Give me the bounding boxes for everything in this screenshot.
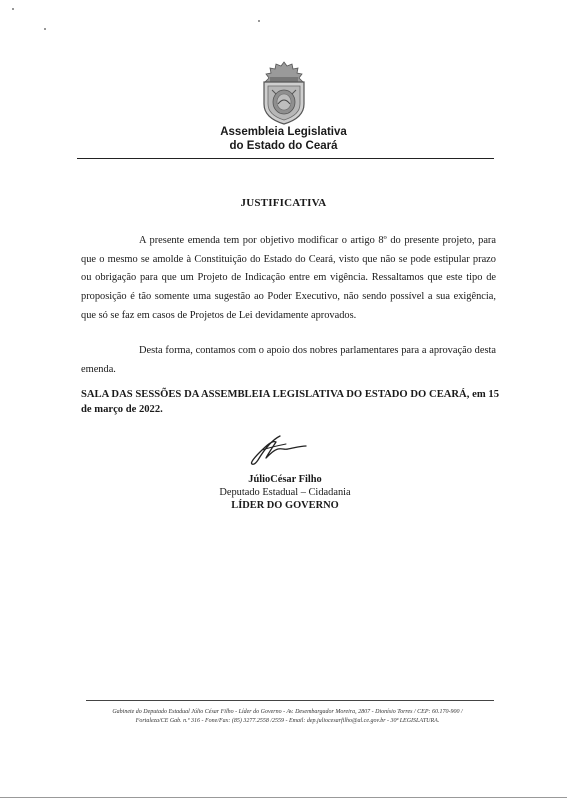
document-title: JUSTIFICATIVA — [240, 197, 327, 209]
scan-speck — [44, 28, 46, 30]
organization-name — [0, 125, 567, 153]
body-paragraph-2: Desta forma, contamos com o apoio dos nobres parlamentares para a aprovação desta emenda. — [81, 345, 496, 375]
footer-line-1: Gabinete do Deputado Estadual Júlio César Filho - Líder do Governo - Av. Desembargador Moreira, 2807 - Dionísio Torres / CEP: 60.170-900 / — [112, 709, 463, 715]
footer-divider — [86, 700, 494, 701]
signature-block — [160, 473, 410, 513]
signatory-role: Deputado Estadual – Cidadania — [219, 487, 351, 499]
scan-speck — [258, 20, 260, 22]
signatory-name: JúlioCésar Filho — [248, 474, 322, 485]
footer — [60, 708, 515, 726]
organization-name-line2: do Estado do Ceará — [229, 140, 338, 152]
handwritten-signature — [242, 430, 312, 468]
signatory-position: LÍDER DO GOVERNO — [231, 500, 339, 512]
footer-line-2: Fortaleza/CE Gab. n.º 316 - Fone/Fax: (85) 3277.2558 /2559 - Email: dep.juliocesarfilho@al.ce.gov.br - 30ª LEGISLATURA. — [135, 718, 440, 724]
organization-name-line1: Assembleia Legislativa — [220, 126, 347, 138]
scan-edge-line — [0, 797, 567, 798]
body-paragraph-1: A presente emenda tem por objetivo modificar o artigo 8º do presente projeto, para que o mesmo se amolde à Constituição do Estado do Ceará, visto que não se pode estipular prazo ou obrigação para que um Projeto de Indicação entre em vigência. Ressaltamos que este tipo de proposição é tão somente uma sugestão ao Poder Executivo, não sendo possível a sua exigência, que só se faz em casos de Projetos de Lei devidamente aprovados. — [81, 235, 496, 321]
scan-speck — [12, 8, 14, 10]
coat-of-arms-icon — [256, 60, 312, 126]
session-statement: SALA DAS SESSÕES DA ASSEMBLEIA LEGISLATIVA DO ESTADO DO CEARÁ, em 15 de março de 2022. — [81, 389, 499, 415]
header-divider — [77, 158, 494, 159]
